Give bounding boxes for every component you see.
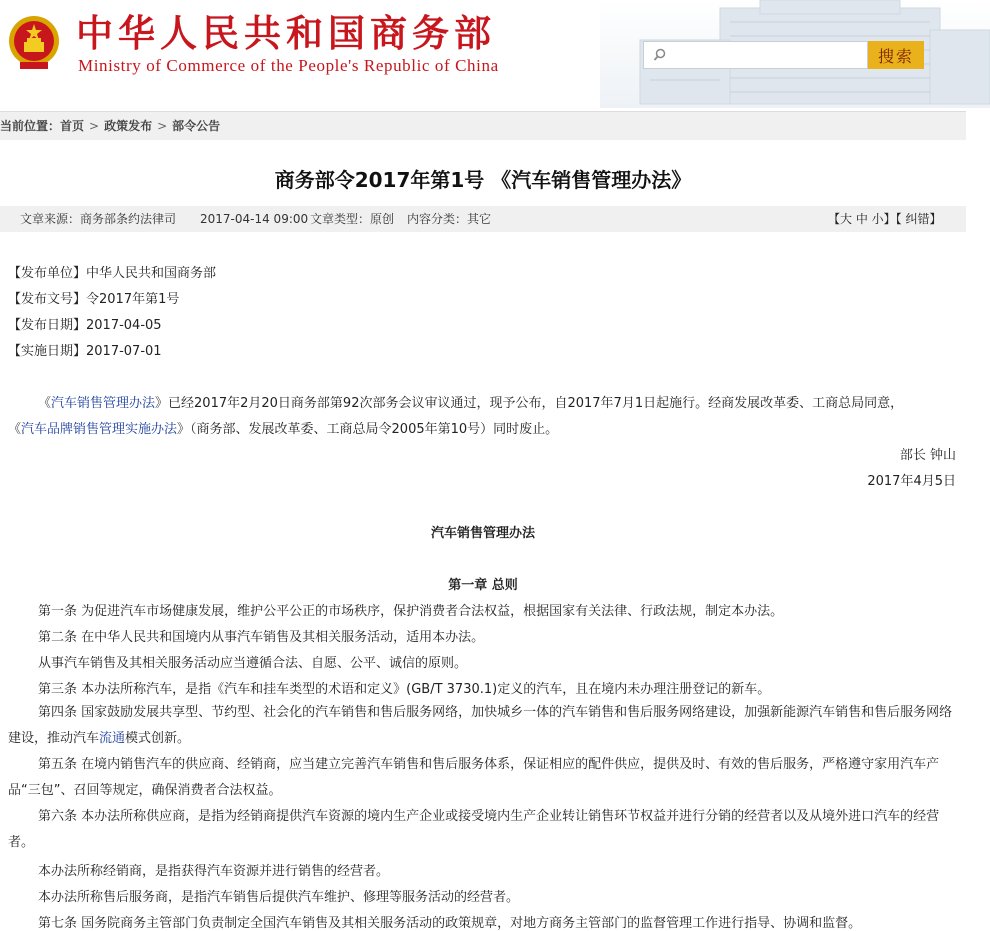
breadcrumb-home-link[interactable]: 首页 <box>60 119 85 133</box>
breadcrumb <box>0 111 966 140</box>
article-paragraph: 第五条 在境内销售汽车的供应商、经销商，应当建立完善汽车销售和售后服务体系，保证相应的配件供应，提供及时、有效的售后服务，严格遵守家用汽车产品“三包”、召回等规定，确保消费者合法权益。 <box>8 757 940 798</box>
article-meta-bar <box>0 206 966 232</box>
article-datetime: 2017-04-14 09:00 <box>200 212 309 226</box>
article-paragraph: 本办法所称售后服务商，是指汽车销售后提供汽车维护、修理等服务活动的经营者。 <box>38 890 520 905</box>
site-title-chinese: 中华人民共和国商务部 <box>76 11 496 55</box>
article-paragraph: 本办法所称经销商，是指获得汽车资源并进行销售的经营者。 <box>38 864 390 879</box>
intro-text: 《 <box>8 422 22 437</box>
search-icon <box>653 48 667 62</box>
intro-text: 》（商务部、发展改革委、工商总局令2005年第10号）同时废止。 <box>177 422 559 437</box>
national-emblem-icon <box>8 14 60 70</box>
chapter-heading: 第一章 总则 <box>448 578 518 593</box>
breadcrumb-label: 当前位置： <box>0 119 61 133</box>
breadcrumb-policy-link[interactable]: 政策发布 <box>104 119 153 133</box>
signature-date: 2017年4月5日 <box>867 474 956 489</box>
breadcrumb-announcements-link[interactable]: 部令公告 <box>172 119 221 133</box>
info-publish-date: 【发布日期】2017-04-05 <box>8 318 162 333</box>
article-type: 文章类型：原创 <box>310 212 395 226</box>
breadcrumb-separator: > <box>89 119 100 133</box>
article-paragraph: 第一条 为促进汽车市场健康发展，维护公平公正的市场秩序，保护消费者合法权益，根据国家有关法律、行政法规，制定本办法。 <box>38 604 784 619</box>
article-paragraph: 第六条 本办法所称供应商，是指为经销商提供汽车资源的境内生产企业或接受境内生产企业转让销售环节权益并进行分销的经营者以及从境外进口汽车的经营者。 <box>8 809 940 850</box>
info-effective-date: 【实施日期】2017-07-01 <box>8 344 162 359</box>
search-button[interactable]: 搜索 <box>868 41 924 69</box>
regulation-link[interactable]: 汽车销售管理办法 <box>51 396 156 411</box>
site-header <box>0 0 990 108</box>
article-paragraph: 第二条 在中华人民共和国境内从事汽车销售及其相关服务活动，适用本办法。 <box>38 630 485 645</box>
info-publisher: 【发布单位】中华人民共和国商务部 <box>8 266 217 281</box>
info-doc-number: 【发布文号】令2017年第1号 <box>8 292 180 307</box>
paragraph-text: 模式创新。 <box>125 731 191 746</box>
article-paragraph: 从事汽车销售及其相关服务活动应当遵循合法、自愿、公平、诚信的原则。 <box>38 656 468 671</box>
font-size-and-error-controls[interactable]: 【大 中 小】【 纠错】 <box>828 212 942 226</box>
intro-line-2 <box>8 418 558 437</box>
circulation-link[interactable]: 流通 <box>99 731 126 746</box>
article-source: 文章来源：商务部条约法律司 <box>20 212 177 226</box>
signature: 部长 钟山 <box>899 448 956 463</box>
paragraph-text: 第四条 国家鼓励发展共享型、节约型、社会化的汽车销售和售后服务网络，加快城乡一体的汽车销售和售后服务网络建设，加强新能源汽车销售和售后服务网络建设，推动汽车 <box>8 705 953 746</box>
search-input[interactable] <box>643 41 868 69</box>
article-paragraph <box>8 700 958 752</box>
intro-text: 》已经2017年2月20日商务部第92次部务会议审议通过，现予公布，自2017年7月1日起施行。经商发展改革委、工商总局同意， <box>155 396 904 411</box>
site-title-english: Ministry of Commerce of the People's Republic of China <box>78 56 499 75</box>
document-title: 汽车销售管理办法 <box>430 526 535 541</box>
intro-line-1 <box>38 392 903 411</box>
breadcrumb-separator: > <box>157 119 168 133</box>
article-category: 内容分类：其它 <box>407 212 492 226</box>
article-title: 商务部令2017年第1号 《汽车销售管理办法》 <box>274 168 692 192</box>
article-paragraph: 第三条 本办法所称汽车，是指《汽车和挂车类型的术语和定义》(GB/T 3730.1)定义的汽车，且在境内未办理注册登记的新车。 <box>38 682 771 697</box>
old-regulation-link[interactable]: 汽车品牌销售管理实施办法 <box>21 422 178 437</box>
intro-text: 《 <box>38 396 52 411</box>
article-paragraph: 第七条 国务院商务主管部门负责制定全国汽车销售及其相关服务活动的政策规章，对地方商务主管部门的监督管理工作进行指导、协调和监督。 <box>38 916 862 931</box>
